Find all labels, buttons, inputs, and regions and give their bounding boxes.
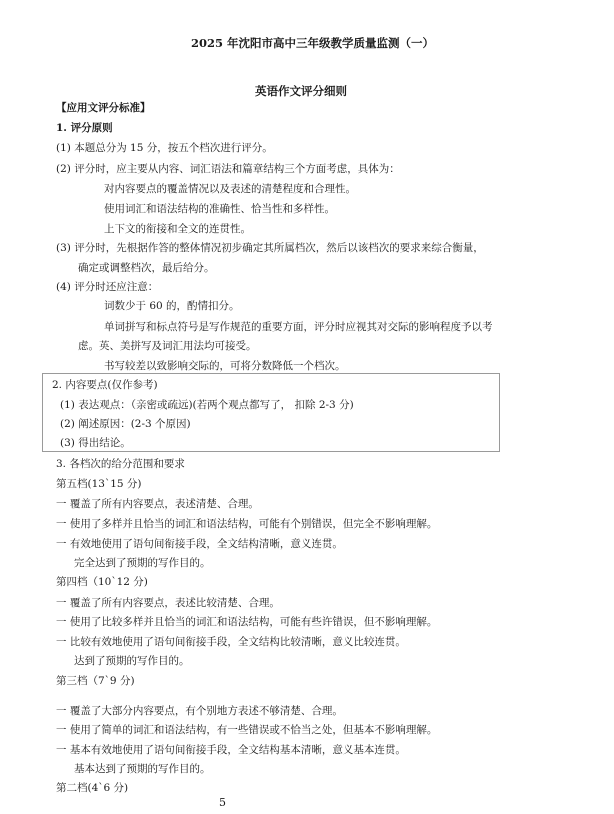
- page-number: 5: [219, 796, 226, 809]
- level-item: 一 使用了简单的词汇和语法结构，有一些错误或不恰当之处，但基本不影响理解。: [56, 724, 438, 736]
- principle-line: 确定或调整档次，最后给分。: [78, 262, 215, 274]
- principle-line: 使用词汇和语法结构的准确性、恰当性和多样性。: [104, 203, 335, 215]
- part2-heading: 2. 内容要点(仅作参考): [52, 379, 158, 391]
- level-heading: 第三档（7`9 分): [56, 675, 135, 687]
- document-title: 2025 年沈阳市高中三年级教学质量监测（一）: [191, 36, 435, 50]
- level-heading: 第四档（10`12 分): [56, 576, 148, 588]
- principle-line: 上下文的衔接和全文的连贯性。: [104, 223, 251, 235]
- level-item: 基本达到了预期的写作目的。: [74, 763, 211, 775]
- level-item: 一 覆盖了大部分内容要点，有个别地方表述不够清楚、合理。: [56, 705, 343, 717]
- level-item: 一 基本有效地使用了语句间衔接手段，全文结构基本清晰，意义基本连贯。: [56, 744, 406, 756]
- level-heading: 第五档(13`15 分): [56, 478, 142, 490]
- principle-line: (3) 评分时，先根据作答的整体情况初步确定其所属档次，然后以该档次的要求来综合衡量，: [56, 242, 484, 254]
- document-subtitle: 英语作文评分细则: [255, 84, 347, 98]
- section-heading: 【应用文评分标准】: [56, 102, 151, 114]
- level-item: 达到了预期的写作目的。: [74, 655, 190, 667]
- level-item: 一 比较有效地使用了语句间衔接手段，全文结构比较清晰，意义比较连贯。: [56, 636, 406, 648]
- principle-line: 书写较差以致影响交际的，可将分数降低一个档次。: [104, 360, 346, 372]
- part1-heading: 1. 评分原则: [56, 122, 113, 134]
- level-item: 一 覆盖了所有内容要点，表述清楚、合理。: [56, 498, 259, 510]
- principle-line: (4) 评分时还应注意：: [56, 281, 159, 293]
- principle-line: 单词拼写和标点符号是写作规范的重要方面，评分时应视其对交际的影响程度予以考: [104, 321, 493, 333]
- level-item: 一 有效地使用了语句间衔接手段，全文结构清晰，意义连贯。: [56, 538, 343, 550]
- content-point: (3) 得出结论。: [60, 437, 131, 449]
- principle-line: 对内容要点的覆盖情况以及表述的清楚程度和合理性。: [104, 183, 356, 195]
- level-heading: 第二档(4`6 分): [56, 782, 129, 794]
- principle-line: 虑。英、美拼写及词汇用法均可接受。: [78, 340, 257, 352]
- level-item: 一 使用了比较多样并且恰当的词汇和语法结构，可能有些许错误，但不影响理解。: [56, 616, 438, 628]
- principle-line: (2) 评分时，应主要从内容、词汇语法和篇章结构三个方面考虑，具体为：: [56, 163, 400, 175]
- level-item: 一 覆盖了所有内容要点，表述比较清楚、合理。: [56, 597, 280, 609]
- content-point: (2) 阐述原因：(2-3 个原因): [60, 418, 191, 430]
- principle-line: (1) 本题总分为 15 分，按五个档次进行评分。: [56, 142, 273, 154]
- level-item: 一 使用了多样并且恰当的词汇和语法结构，可能有个别错误，但完全不影响理解。: [56, 518, 438, 530]
- principle-line: 词数少于 60 的，酌情扣分。: [104, 300, 240, 312]
- content-point: (1) 表达观点：（亲密或疏远)(若两个观点都写了， 扣除 2-3 分): [60, 399, 354, 411]
- level-item: 完全达到了预期的写作目的。: [74, 557, 211, 569]
- part3-heading: 3. 各档次的给分范围和要求: [56, 458, 185, 470]
